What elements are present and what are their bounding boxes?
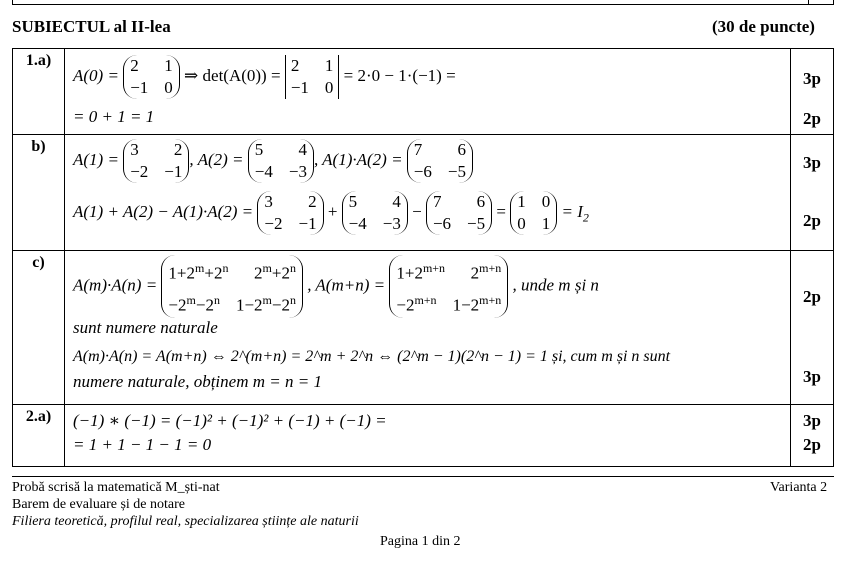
solution-line: numere naturale, obținem m = n = 1 xyxy=(73,372,322,392)
table-row xyxy=(13,135,834,251)
footer-rule xyxy=(12,476,834,477)
points-cell: 3p 2p xyxy=(791,135,834,251)
scoring-table xyxy=(12,48,834,467)
section-title: SUBIECTUL al II-lea xyxy=(12,17,171,36)
footer-barem: Barem de evaluare și de notare xyxy=(12,497,185,512)
table-row xyxy=(13,405,834,467)
footer-exam: Probă scrisă la matematică M_ști-nat xyxy=(12,480,220,495)
item-label: b) xyxy=(13,135,65,251)
section-points: (30 de puncte) xyxy=(712,17,815,36)
footer-variant: Varianta 2 xyxy=(770,480,828,495)
table-row xyxy=(13,49,834,135)
solution-line: A(m)·A(n) = $1+2^m+2^n$ $2^m+2^n$ $-2^m-2^n$ $1-2^m-2^n$ , A(m+n) = $1+2^{m+n}$ $2^{m+n}$ $-2^{m+n}$ $1-2^{m+n}$ , unde m și n xyxy=(73,255,790,318)
points-cell: 3p 2p xyxy=(791,405,834,467)
solution-line: A(m)·A(n) = A(m+n) ⇔ 2^(m+n) = 2^m + 2^n ⇔ (2^m − 1)(2^n − 1) = 1 și, cum m și n sunt xyxy=(73,348,671,366)
item-label: c) xyxy=(13,251,65,405)
solution-line: A(1) + A(2) − A(1)·A(2) = 3 2 −2 −1 + 5 4 −4 −3 − 7 6 −6 −5 = 1 0 0 1 = $I_2$ xyxy=(73,192,589,233)
solution-cell xyxy=(65,49,791,135)
solution-line: A(1) = 3 2 −2 −1 , A(2) = 5 4 −4 −3 , A(1)·A(2) = 7 6 −6 −5 xyxy=(73,139,790,183)
solution-cell xyxy=(65,251,791,405)
determinant: 2 1 −1 0 xyxy=(285,55,340,99)
top-rule xyxy=(12,4,834,5)
points-cell: 3p 2p xyxy=(791,49,834,135)
solution-line: A(0) = 2 1 −1 0 ⇒ det(A(0)) = 2 1 −1 0 = 2·0 − 1·(−1) = xyxy=(73,56,456,97)
solution-cell xyxy=(65,405,791,467)
footer-specialization: Filiera teoretică, profilul real, specializarea științe ale naturii xyxy=(12,514,359,529)
item-label: 1.a) xyxy=(13,49,65,135)
solution-line: sunt numere naturale xyxy=(73,318,218,338)
solution-line: = 1 + 1 − 1 − 1 = 0 xyxy=(73,435,212,454)
item-label: 2.a) xyxy=(13,405,65,467)
solution-line: = 0 + 1 = 1 xyxy=(73,107,155,126)
page-number: Pagina 1 din 2 xyxy=(380,534,461,549)
table-row xyxy=(13,251,834,405)
solution-line: (−1) ∗ (−1) = (−1)² + (−1)² + (−1) + (−1) = xyxy=(73,411,387,430)
points-cell: 2p 3p xyxy=(791,251,834,405)
matrix: 2 1 −1 0 xyxy=(123,55,180,99)
solution-cell xyxy=(65,135,791,251)
